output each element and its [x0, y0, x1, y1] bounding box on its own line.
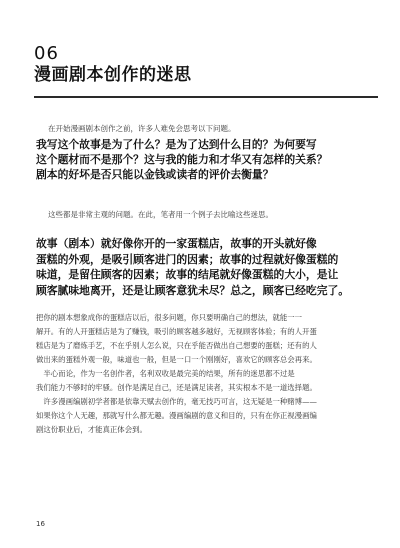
body-line: 做出来的蛋糕外观一般，味道也一般，但是一口一个刚刚好，喜欢它的顾客总会再来。 — [36, 355, 317, 364]
questions-block — [36, 138, 376, 182]
analogy-block — [36, 236, 376, 298]
analogy-line: 故事（剧本）就好像你开的一家蛋糕店，故事的开头就好像 — [36, 237, 317, 250]
body-line: 如果你这个人无趣，那就写什么都无趣。漫画编剧的意义和目的，只有在你正视漫画编 — [36, 411, 317, 420]
body-line: 把你的剧本想象成你的蛋糕店以后，很多问题，你只要明确自己的想法，就能一一 — [36, 313, 303, 322]
body-line: 糕店是为了磨炼手艺，不在乎别人怎么说，只在乎能否做出自己想要的蛋糕；还有的人 — [36, 341, 317, 350]
intro-text: 在开始漫画剧本创作之前，许多人难免会思考以下问题。 — [48, 124, 236, 133]
body-line: 半心而论，作为一名创作者，名利双收是最完美的结果，所有的迷思都不过是 — [36, 369, 295, 378]
body-line: 解开。有的人开蛋糕店是为了赚钱，吸引的顾客越多越好，无视顾客体验；有的人开蛋 — [36, 327, 317, 336]
body-line: 许多漫画编剧初学者都是依靠天赋去创作的，毫无技巧可言，这无疑是一种赌博—— — [36, 397, 317, 406]
title-divider — [34, 96, 378, 98]
body-paragraphs — [36, 311, 368, 437]
question-line: 剧本的好坏是否只能以金钱或读者的评价去衡量？ — [36, 167, 274, 181]
analogy-line: 味道，是留住顾客的因素；故事的结尾就好像蛋糕的大小，是让 — [36, 268, 339, 282]
chapter-title: 漫画剧本创作的迷思 — [34, 65, 192, 85]
question-line: 我写这个故事是为了什么？是为了达到什么目的？为何要写 — [36, 138, 317, 151]
chapter-number: 06 — [34, 43, 59, 64]
page-number: 16 — [36, 520, 45, 528]
analogy-line: 蛋糕的外观，是吸引顾客进门的因素；故事的过程就好像蛋糕的 — [36, 252, 339, 266]
body-line: 我们能力不够时的牢骚。创作是满足自己，还是满足读者，其实根本不是一道选择题。 — [36, 383, 317, 392]
common-note: 这些都是非常主观的问题。在此，笔者用一个例子去比喻这些迷思。 — [48, 210, 273, 219]
question-line: 这个题材而不是那个？这与我的能力和才华又有怎样的关系？ — [36, 152, 328, 166]
body-line: 剧这份职业后，才能真正体会到。 — [36, 425, 147, 434]
analogy-line: 顾客腻味地离开，还是让顾客意犹未尽？总之，顾客已经吃完了。 — [36, 283, 350, 297]
